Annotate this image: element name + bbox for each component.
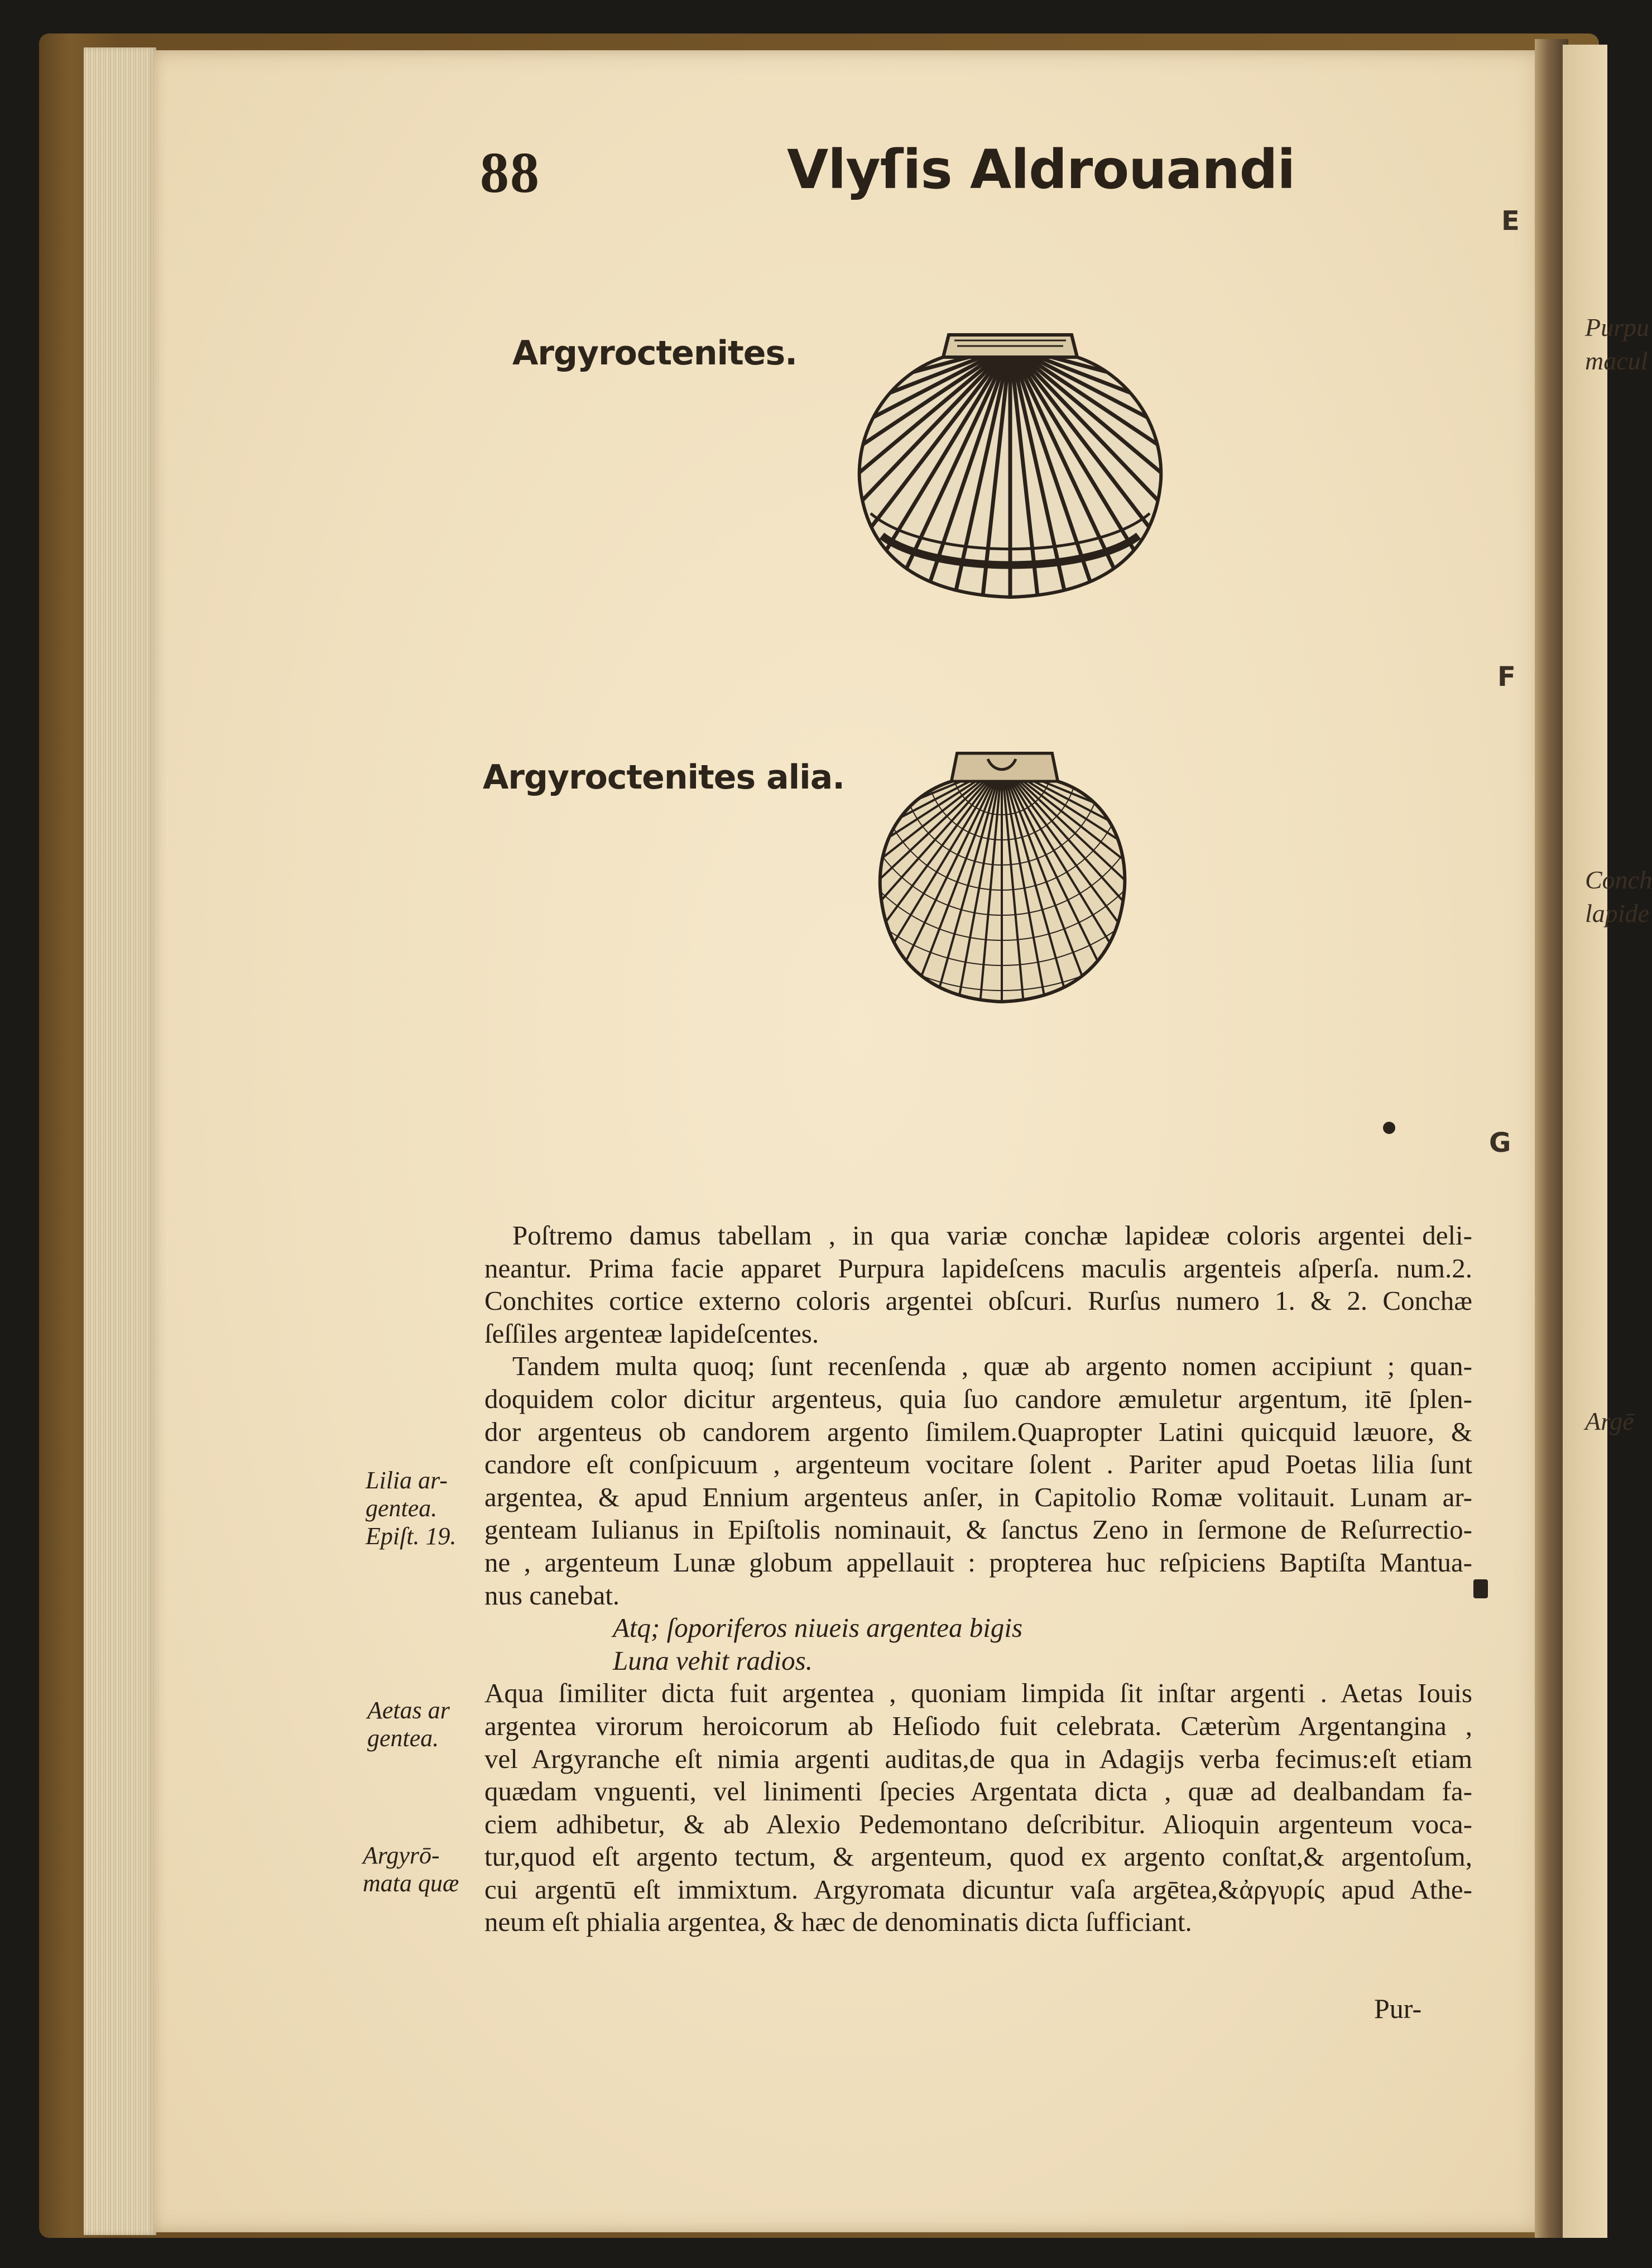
- text-line: vel Argyranche eſt nimia argenti auditas,de qua in Adagijs verba fecimus:eſt etiam: [484, 1743, 1472, 1774]
- text-line: quædam vnguenti, vel linimenti ſpecies Argentata dicta , quæ ad dealbandam fa-: [484, 1776, 1472, 1807]
- text-line: argentea, & apud Ennium argenteus anſer, in Capitolio Romæ volitauit. Lunam ar-: [484, 1481, 1472, 1512]
- next-page-edge: [1563, 45, 1652, 2238]
- verse-line: Atq; ſoporiferos niueis argentea bigis: [613, 1612, 1023, 1644]
- next-page-fragment: macul: [1585, 347, 1648, 375]
- text-line: argentea virorum heroicorum ab Heſiodo fuit celebrata. Cæterùm Argentangina ,: [484, 1710, 1472, 1741]
- text-line: neantur. Prima facie apparet Purpura lapideſcens maculis argenteis aſperſa. num.2.: [484, 1252, 1472, 1284]
- figure-caption-2: Argyroctenites alia.: [483, 758, 844, 797]
- text-line: Aqua ſimiliter dicta fuit argentea , quoniam limpida ſit inſtar argenti . Aetas Iouis: [484, 1678, 1472, 1709]
- next-page-fragment: Conch: [1585, 866, 1652, 894]
- signature-mark-g: G: [1489, 1127, 1511, 1159]
- text-line: genteam Iulianus in Epiſtolis nominauit, & ſanctus Zeno in ſermone de Reſurrectio-: [484, 1514, 1472, 1545]
- margin-note-argyromata: [363, 1842, 459, 1897]
- signature-mark-e: E: [1501, 205, 1520, 237]
- running-head: Vlyſis Aldrouandi: [787, 138, 1295, 201]
- text-line: nus canebat.: [484, 1579, 620, 1611]
- text-line: dor argenteus ob candorem argento ſimilem.Quapropter Latini quicquid læuore, &: [484, 1416, 1472, 1447]
- page-number: 88: [480, 141, 540, 205]
- text-line: Poſtremo damus tabellam , in qua variæ conchæ lapideæ coloris argentei deli-: [512, 1220, 1472, 1251]
- ink-speck: [1383, 1122, 1395, 1134]
- margin-note-lilia: [366, 1467, 457, 1550]
- text-line: tur,quod eſt argento tectum, & argenteum, quod ex argento conſtat,& argentoſum,: [484, 1841, 1472, 1872]
- margin-note-aetas: [367, 1697, 450, 1752]
- margin-note-line: Epiſt. 19.: [366, 1522, 457, 1550]
- page-edges: [84, 47, 156, 2235]
- text-line: doquidem color dicitur argenteus, quia ſuo candore æmuletur argentum, itē ſplen-: [484, 1383, 1472, 1414]
- signature-mark-f: F: [1497, 661, 1516, 693]
- text-line: Conchites cortice externo coloris argentei obſcuri. Rurſus numero 1. & 2. Conchæ: [484, 1285, 1472, 1316]
- next-page-fragment: lapide: [1585, 899, 1649, 928]
- margin-note-line: Argyrō-: [363, 1842, 440, 1869]
- text-line: Tandem multa quoq; ſunt recenſenda , quæ ab argento nomen accipiunt ; quan-: [512, 1351, 1472, 1382]
- margin-note-line: gentea.: [367, 1724, 439, 1752]
- text-line: candore eſt conſpicuum , argenteum vocitare ſolent . Pariter apud Poetas lilia ſunt: [484, 1449, 1472, 1480]
- next-page-fragment: Purpu: [1585, 313, 1649, 342]
- text-line: ſeſſiles argenteæ lapideſcentes.: [484, 1318, 819, 1349]
- ink-speck: [1473, 1579, 1488, 1598]
- text-line: ne , argenteum Lunæ globum appellauit : propterea huc reſpiciens Baptiſta Mantua-: [484, 1546, 1472, 1578]
- catchword: Pur-: [1374, 1993, 1422, 2024]
- margin-note-line: mata quæ: [363, 1870, 459, 1897]
- margin-note-line: Aetas ar: [367, 1697, 450, 1724]
- verse-line: Luna vehit radios.: [613, 1645, 813, 1676]
- figure-caption-1: Argyroctenites.: [512, 334, 797, 373]
- text-line: neum eſt phialia argentea, & hæc de denominatis dicta ſufficiant.: [484, 1906, 1192, 1938]
- next-page-fragment: Argē: [1585, 1407, 1634, 1435]
- margin-note-line: gentea.: [366, 1495, 438, 1522]
- body-text: [484, 1219, 1472, 1939]
- scallop-shell-large-icon: [848, 313, 1172, 614]
- margin-note-line: Lilia ar-: [366, 1467, 448, 1494]
- scallop-shell-small-icon: [873, 742, 1130, 1010]
- text-line: ciem adhibetur, & ab Alexio Pedemontano deſcribitur. Alioquin argenteum voca-: [484, 1808, 1472, 1839]
- text-line: cui argentū eſt immixtum. Argyromata dicuntur vaſa argētea,&ἀργυρίς apud Athe-: [484, 1873, 1472, 1905]
